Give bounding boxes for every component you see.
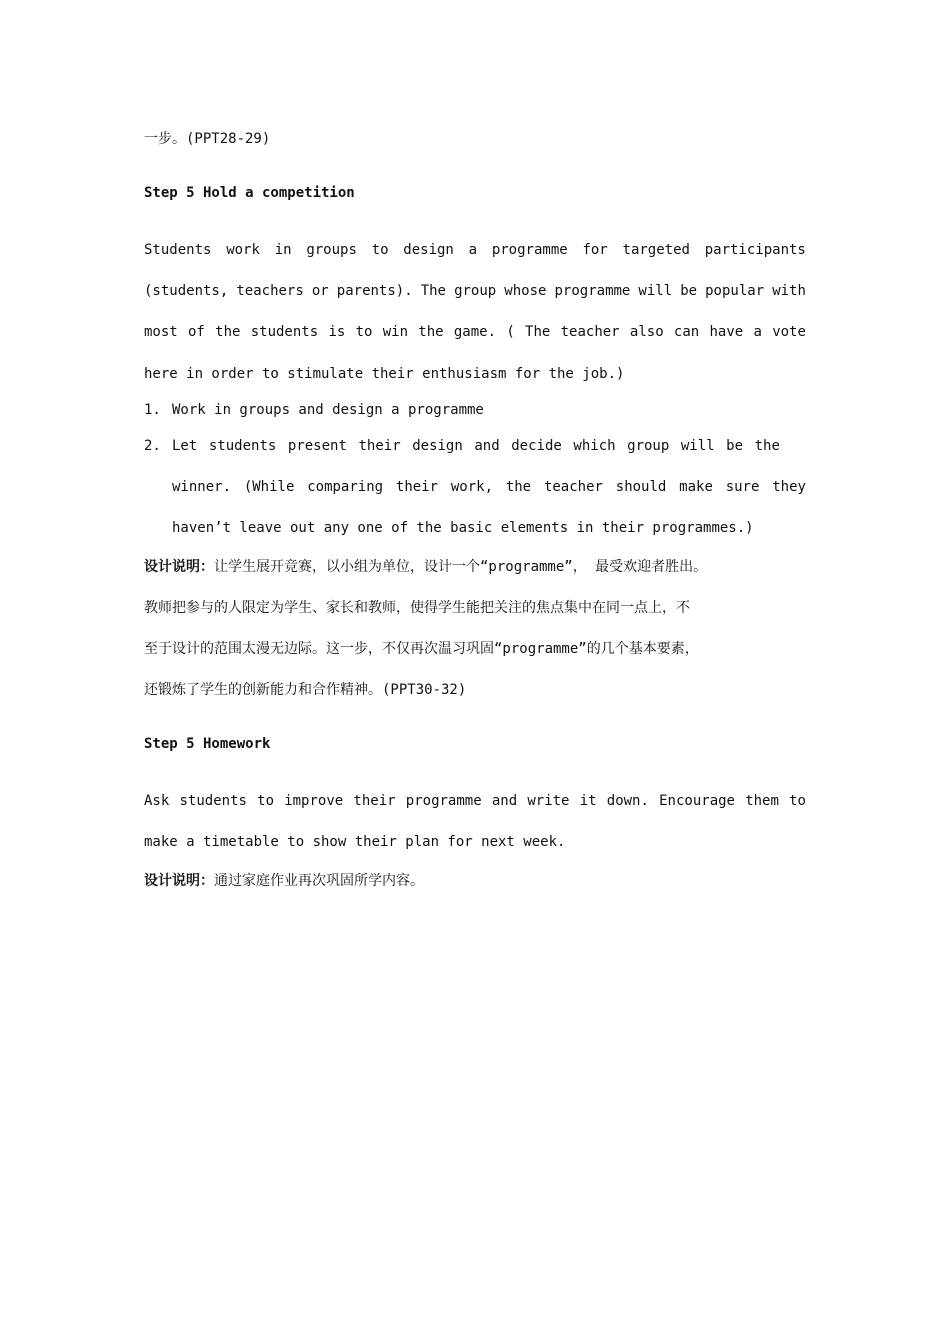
word: to xyxy=(789,793,806,809)
word: their xyxy=(358,438,401,454)
word: students xyxy=(250,324,319,340)
design-note-line-4: 还锻炼了学生的创新能力和合作精神。(PPT30-32) xyxy=(144,682,467,698)
step5-homework-heading: Step 5 Homework xyxy=(144,736,271,752)
word: most xyxy=(144,324,178,340)
word: the xyxy=(754,438,780,454)
word: be xyxy=(680,283,698,299)
word: down. xyxy=(606,793,649,809)
word: ( xyxy=(506,324,515,340)
word: their xyxy=(353,793,396,809)
word: of xyxy=(188,324,205,340)
word: win xyxy=(382,324,409,340)
list-number-2: 2. xyxy=(144,438,161,454)
word: parents). xyxy=(336,283,413,299)
top-line: 一步。(PPT28-29) xyxy=(144,131,271,147)
word: will xyxy=(638,283,673,299)
word: Students xyxy=(144,242,212,258)
word: write xyxy=(527,793,570,809)
competition-line-3 xyxy=(144,324,806,340)
word: students xyxy=(179,793,247,809)
list-item-1-line-1: Work in groups and design a programme xyxy=(172,402,484,418)
design-note-line-2: 教师把参与的人限定为学生、家长和教师，使得学生能把关注的焦点集中在同一点上，不 xyxy=(144,600,690,616)
word: also xyxy=(629,324,664,340)
word: teacher xyxy=(560,324,620,340)
design-note-line-1 xyxy=(144,556,707,576)
word: students xyxy=(208,438,277,454)
word: (While xyxy=(243,479,295,495)
word: to xyxy=(355,324,373,340)
word: participants xyxy=(704,242,806,258)
word: Let xyxy=(172,438,198,454)
list-item-2-line-3: haven’t leave out any one of the basic elements in their programmes.) xyxy=(172,520,754,536)
word: a xyxy=(468,242,478,258)
word: which xyxy=(573,438,616,454)
word: design xyxy=(412,438,463,454)
word: popular xyxy=(705,283,765,299)
competition-line-2 xyxy=(144,283,806,299)
word: sure xyxy=(725,479,760,495)
word: will xyxy=(680,438,715,454)
word: a xyxy=(753,324,762,340)
word: vote xyxy=(772,324,806,340)
word: design xyxy=(403,242,454,258)
word: group xyxy=(627,438,670,454)
word: them xyxy=(745,793,779,809)
word: The xyxy=(525,324,551,340)
list-item-2-line-2 xyxy=(172,479,806,495)
word: and xyxy=(491,793,518,809)
word: programme xyxy=(491,242,568,258)
word: make xyxy=(679,479,713,495)
word: the xyxy=(505,479,532,495)
design-note-line-3: 至于设计的范围太漫无边际。这一步，不仅再次温习巩固“programme”的几个基本要素， xyxy=(144,641,699,657)
competition-line-1 xyxy=(144,242,806,258)
list-item-2-line-1 xyxy=(172,438,780,454)
word: teachers xyxy=(236,283,304,299)
word: be xyxy=(726,438,744,454)
word: their xyxy=(395,479,439,495)
word: the xyxy=(418,324,444,340)
word: Encourage xyxy=(659,793,735,809)
word: and xyxy=(474,438,500,454)
word: for xyxy=(582,242,608,258)
word: to xyxy=(257,793,274,809)
word: improve xyxy=(284,793,344,809)
homework-design-note xyxy=(144,870,424,890)
word: Ask xyxy=(144,793,170,809)
word: can xyxy=(673,324,700,340)
word: whose xyxy=(504,283,547,299)
word: The xyxy=(420,283,446,299)
word: work xyxy=(226,242,260,258)
homework-note-label: 设计说明： xyxy=(144,873,214,889)
word: present xyxy=(287,438,347,454)
word: in xyxy=(274,242,292,258)
word: group xyxy=(454,283,497,299)
homework-note-text: 通过家庭作业再次巩固所学内容。 xyxy=(214,873,424,889)
word: (students, xyxy=(144,283,229,299)
competition-line-4: here in order to stimulate their enthusiasm for the job.) xyxy=(144,366,625,382)
word: teacher xyxy=(543,479,603,495)
word: it xyxy=(579,793,597,809)
word: should xyxy=(615,479,667,495)
word: work, xyxy=(450,479,494,495)
homework-line-1 xyxy=(144,793,806,809)
word: decide xyxy=(511,438,562,454)
word: groups xyxy=(306,242,357,258)
design-note-text-1: 让学生展开竞赛，以小组为单位，设计一个“programme”， 最受欢迎者胜出。 xyxy=(214,559,708,575)
word: programme xyxy=(554,283,631,299)
word: the xyxy=(215,324,241,340)
word: targeted xyxy=(622,242,690,258)
homework-line-2: make a timetable to show their plan for next week. xyxy=(144,834,566,850)
word: game. xyxy=(453,324,497,340)
word: have xyxy=(709,324,744,340)
word: is xyxy=(328,324,346,340)
word: programme xyxy=(405,793,482,809)
word: to xyxy=(371,242,389,258)
word: winner. xyxy=(172,479,232,495)
design-note-label: 设计说明： xyxy=(144,559,214,575)
word: or xyxy=(311,283,329,299)
step5-competition-heading: Step 5 Hold a competition xyxy=(144,185,355,201)
word: comparing xyxy=(307,479,384,495)
word: with xyxy=(772,283,806,299)
word: they xyxy=(772,479,806,495)
list-number-1: 1. xyxy=(144,402,161,418)
